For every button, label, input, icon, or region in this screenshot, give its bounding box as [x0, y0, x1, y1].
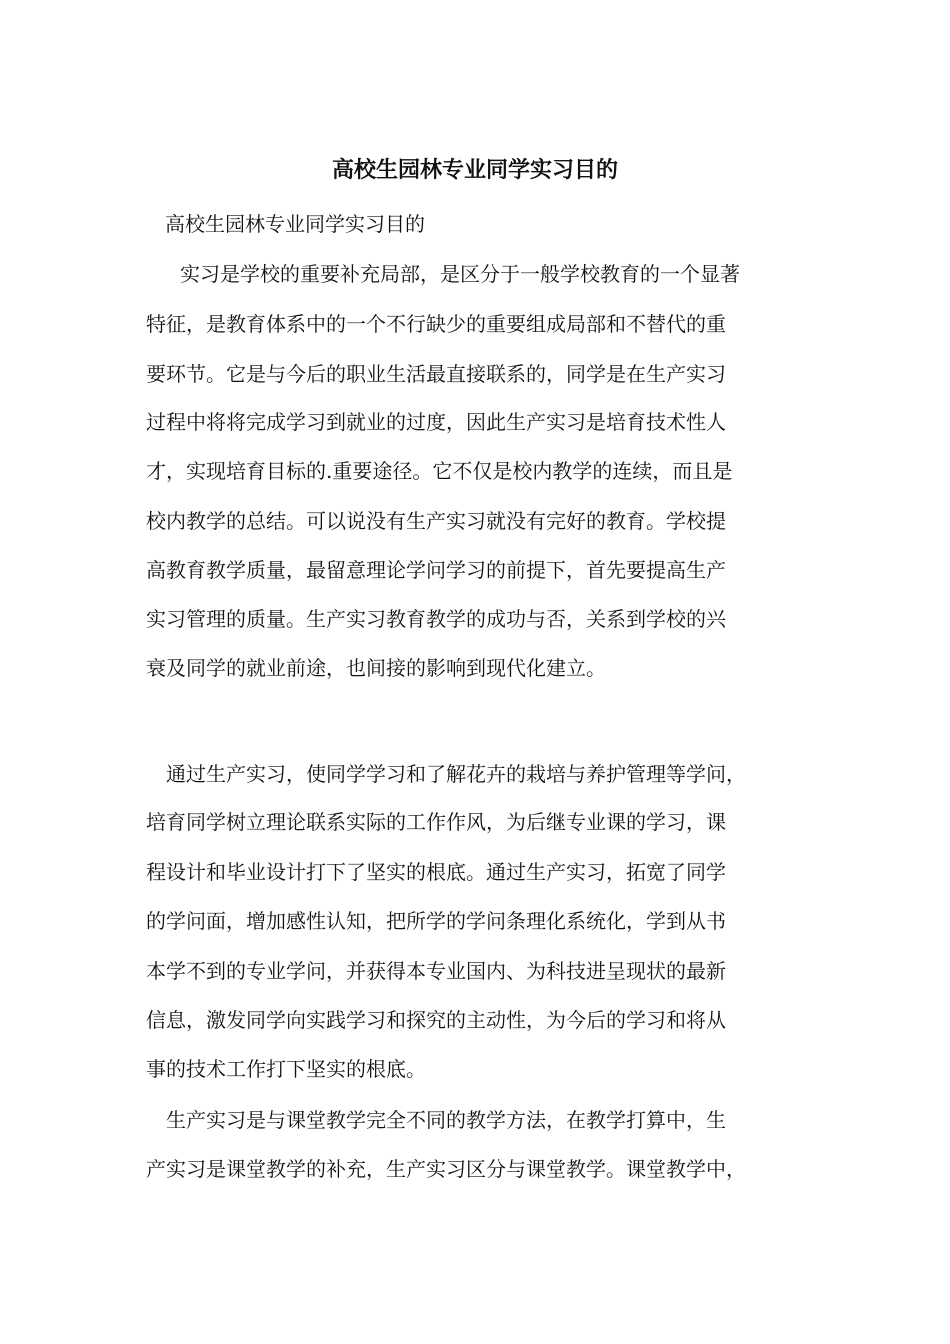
paragraph-1-line-4: 过程中将将完成学习到就业的过度，因此生产实习是培育技术性人	[146, 410, 726, 434]
paragraph-1-line-7: 高教育教学质量，最留意理论学问学习的前提下，首先要提高生产	[146, 558, 726, 582]
paragraph-2-line-4: 的学问面，增加感性认知，把所学的学问条理化系统化，学到从书	[146, 909, 726, 933]
paragraph-1-line-9: 衰及同学的就业前途，也间接的影响到现代化建立。	[146, 656, 606, 680]
paragraph-3-line-2: 产实习是课堂教学的补充，生产实习区分与课堂教学。课堂教学中，	[146, 1157, 746, 1181]
paragraph-3-line-1: 生产实习是与课堂教学完全不同的教学方法，在教学打算中，生	[166, 1108, 726, 1132]
paragraph-1-line-3: 要环节。它是与今后的职业生活最直接联系的，同学是在生产实习	[146, 362, 726, 386]
paragraph-1-line-8: 实习管理的质量。生产实习教育教学的成功与否，关系到学校的兴	[146, 607, 726, 631]
paragraph-2-line-1: 通过生产实习，使同学学习和了解花卉的栽培与养护管理等学问，	[166, 762, 746, 786]
paragraph-2-line-7: 事的技术工作打下坚实的根底。	[146, 1057, 426, 1081]
paragraph-1-line-6: 校内教学的总结。可以说没有生产实习就没有完好的教育。学校提	[146, 509, 726, 533]
document-title: 高校生园林专业同学实习目的	[331, 157, 618, 183]
paragraph-1-line-2: 特征，是教育体系中的一个不行缺少的重要组成局部和不替代的重	[146, 312, 726, 336]
paragraph-1-line-1: 实习是学校的重要补充局部，是区分于一般学校教育的一个显著	[180, 262, 740, 286]
paragraph-2-line-6: 信息，激发同学向实践学习和探究的主动性，为今后的学习和将从	[146, 1008, 726, 1032]
paragraph-2-line-5: 本学不到的专业学问，并获得本专业国内、为科技进呈现状的最新	[146, 959, 726, 983]
document-subtitle: 高校生园林专业同学实习目的	[165, 212, 425, 236]
paragraph-2-line-2: 培育同学树立理论联系实际的工作作风，为后继专业课的学习，课	[146, 810, 726, 834]
paragraph-1-line-5: 才，实现培育目标的.重要途径。它不仅是校内教学的连续，而且是	[146, 459, 733, 483]
paragraph-2-line-3: 程设计和毕业设计打下了坚实的根底。通过生产实习，拓宽了同学	[146, 860, 726, 884]
